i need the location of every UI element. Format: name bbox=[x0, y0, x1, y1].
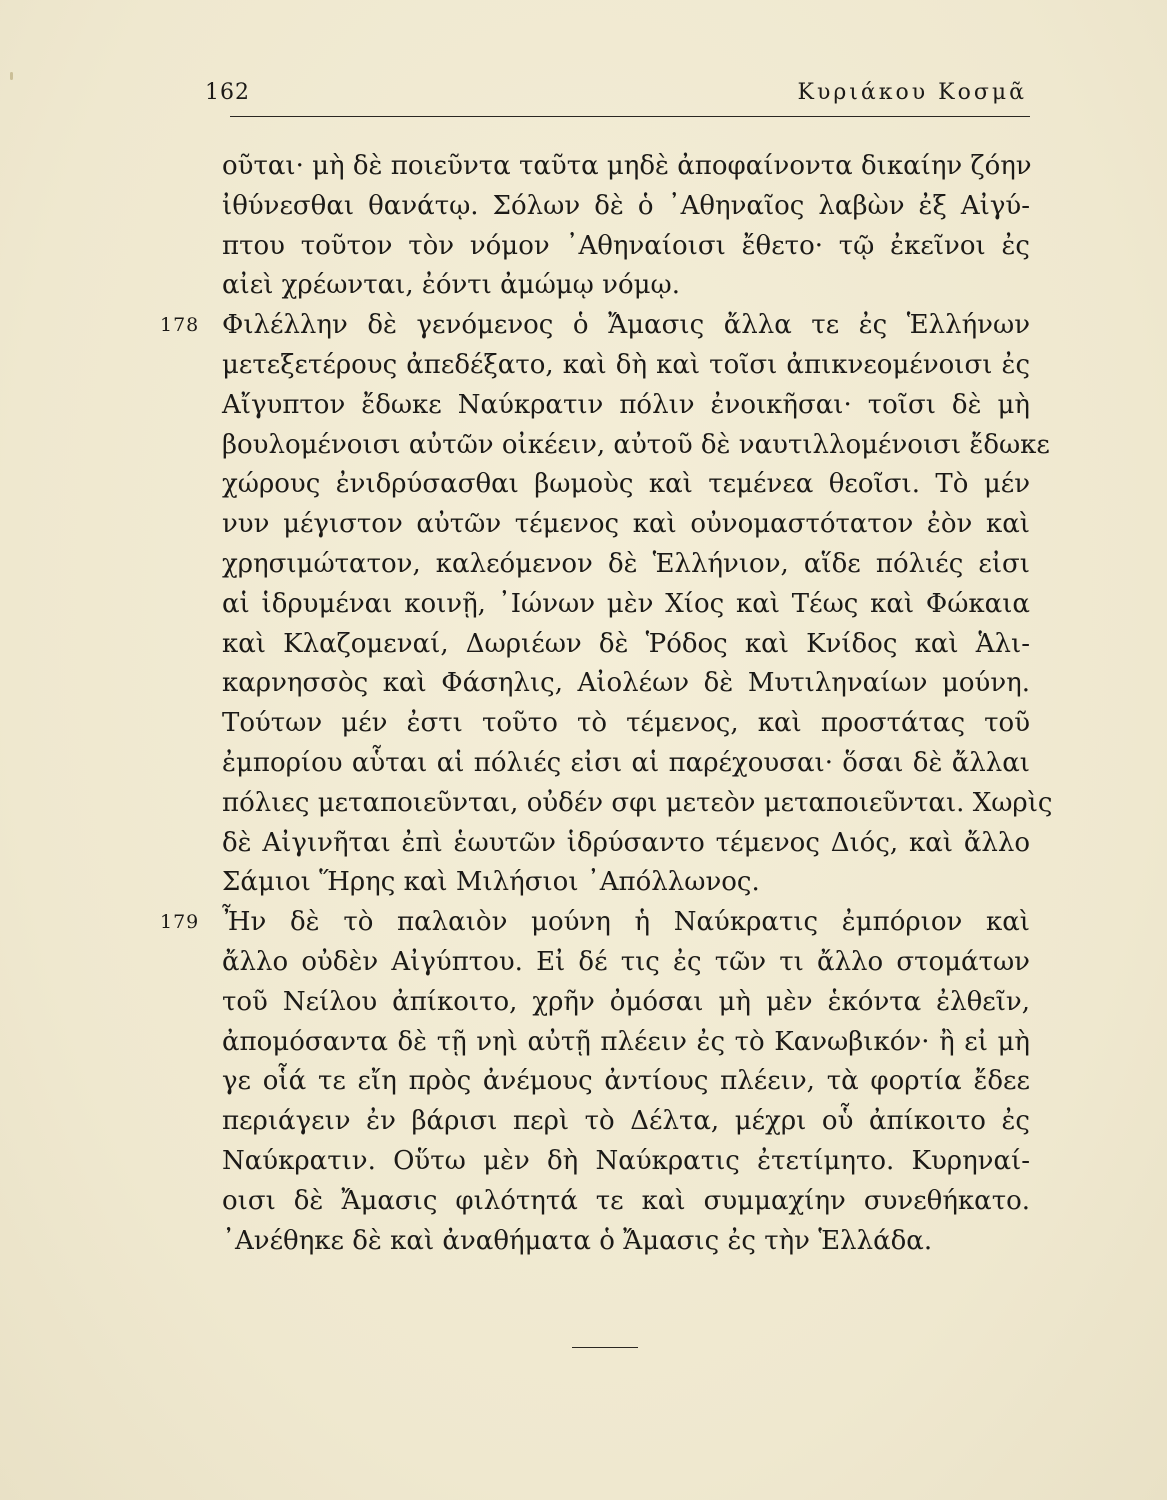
text-line bbox=[222, 744, 1030, 784]
line-text: οῦται· μὴ δὲ ποιεῦντα ταῦτα μηδὲ ἀποφαίνοντα δικαίην ζόην bbox=[222, 151, 1032, 181]
line-text: βουλομένοισι αὐτῶν οἰκέειν, αὐτοῦ δὲ ναυτιλλομένοισι ἔδωκε bbox=[222, 429, 1050, 460]
text-line bbox=[222, 1102, 1030, 1142]
line-text: χρησιμώτατον, καλεόμενον δὲ Ἑλλήνιον, αἵδε πόλιές εἰσι bbox=[222, 548, 1030, 579]
running-title: Κυριάκου Κοσμᾶ bbox=[797, 80, 1027, 105]
line-text: αἱ ἱδρυμέναι κοινῇ, ᾿Ιώνων μὲν Χίος καὶ Τέως καὶ Φώκαια bbox=[222, 588, 1030, 619]
line-text: ἰθύνεσθαι θανάτῳ. Σόλων δὲ ὁ ᾿Αθηναῖος λαβὼν ἐξ Αἰγύ- bbox=[222, 190, 1030, 221]
text-line bbox=[222, 147, 1030, 187]
text-line bbox=[222, 227, 1030, 267]
text-line bbox=[222, 1062, 1030, 1102]
text-line bbox=[222, 545, 1030, 585]
text-line bbox=[222, 625, 1030, 665]
margin-speck bbox=[10, 72, 13, 80]
text-line bbox=[222, 824, 1030, 864]
text-line bbox=[222, 346, 1030, 386]
text-line bbox=[160, 903, 1030, 943]
line-text: γε οἷά τε εἴη πρὸς ἀνέμους ἀντίους πλέειν, τὰ φορτία ἔδεε bbox=[222, 1066, 1030, 1097]
text-line bbox=[222, 465, 1030, 505]
line-text: καρνησσὸς καὶ Φάσηλις, Αἰολέων δὲ Μυτιληναίων μούνη. bbox=[222, 668, 1030, 699]
running-head bbox=[205, 80, 1029, 116]
text-line bbox=[160, 306, 1030, 346]
line-text: Ναύκρατιν. Οὕτω μὲν δὴ Ναύκρατις ἐτετίμητο. Κυρηναί- bbox=[222, 1145, 1030, 1176]
text-line bbox=[222, 1023, 1030, 1063]
line-text: δὲ Αἰγινῆται ἐπὶ ἑωυτῶν ἱδρύσαντο τέμενος Διός, καὶ ἄλλο bbox=[222, 827, 1030, 858]
line-text: νυν μέγιστον αὐτῶν τέμενος καὶ οὐνομαστότατον ἐὸν καὶ bbox=[222, 509, 1030, 540]
text-line bbox=[222, 1142, 1030, 1182]
line-text: χώρους ἐνιδρύσασθαι βωμοὺς καὶ τεμένεα θεοῖσι. Τὸ μέν bbox=[222, 469, 1030, 500]
line-text: ἄλλο οὐδὲν Αἰγύπτου. Εἰ δέ τις ἐς τῶν τι ἄλλο στομάτων bbox=[222, 946, 1030, 977]
text-line bbox=[222, 784, 1053, 824]
text-line bbox=[222, 943, 1030, 983]
line-text: ᾿Ανέθηκε δὲ καὶ ἀναθήματα ὁ Ἄμασις ἐς τὴν Ἑλλάδα. bbox=[222, 1225, 933, 1256]
chapter-number: 179 bbox=[160, 911, 200, 934]
line-text: πτου τοῦτον τὸν νόμον ᾿Αθηναίοισι ἔθετο· τῷ ἐκεῖνοι ἐς bbox=[222, 230, 1030, 261]
text-body bbox=[160, 147, 1053, 1261]
text-line bbox=[222, 983, 1030, 1023]
line-text: Ἦν δὲ τὸ παλαιὸν μούνη ἡ Ναύκρατις ἐμπόριον καὶ bbox=[222, 907, 1030, 938]
end-rule bbox=[572, 1347, 638, 1348]
line-text: Σάμιοι Ἥρης καὶ Μιλήσιοι ᾿Απόλλωνος. bbox=[222, 867, 760, 898]
line-text: Φιλέλλην δὲ γενόμενος ὁ Ἄμασις ἄλλα τε ἐς Ἑλλήνων bbox=[222, 310, 1030, 341]
line-text: περιάγειν ἐν βάρισι περὶ τὸ Δέλτα, μέχρι οὗ ἀπίκοιτο ἐς bbox=[222, 1106, 1030, 1137]
text-line bbox=[222, 187, 1030, 227]
line-text: Αἴγυπτον ἔδωκε Ναύκρατιν πόλιν ἐνοικῆσαι· τοῖσι δὲ μὴ bbox=[222, 389, 1030, 420]
text-line bbox=[222, 386, 1030, 426]
line-text: πόλιες μεταποιεῦνται, οὐδέν σφι μετεὸν μεταποιεῦνται. Χωρὶς bbox=[222, 787, 1053, 818]
text-line bbox=[222, 426, 1050, 466]
text-line bbox=[222, 266, 1030, 306]
line-text: μετεξετέρους ἀπεδέξατο, καὶ δὴ καὶ τοῖσι ἀπικνεομένοισι ἐς bbox=[222, 349, 1030, 380]
chapter-number: 178 bbox=[160, 314, 200, 337]
text-line bbox=[222, 863, 1030, 903]
text-line bbox=[222, 704, 1030, 744]
line-text: ἐμπορίου αὗται αἱ πόλιές εἰσι αἱ παρέχουσαι· ὅσαι δὲ ἄλλαι bbox=[222, 747, 1030, 778]
line-text: τοῦ Νείλου ἀπίκοιτο, χρῆν ὀμόσαι μὴ μὲν ἑκόντα ἐλθεῖν, bbox=[222, 986, 1030, 1017]
text-line bbox=[222, 585, 1030, 625]
page-number: 162 bbox=[205, 80, 250, 105]
line-text: ἀπομόσαντα δὲ τῇ νηὶ αὐτῇ πλέειν ἐς τὸ Κανωβικόν· ἢ εἰ μὴ bbox=[222, 1026, 1030, 1057]
line-text: αἰεὶ χρέωνται, ἐόντι ἀμώμῳ νόμῳ. bbox=[222, 270, 680, 301]
line-text: οισι δὲ Ἄμασις φιλότητά τε καὶ συμμαχίην συνεθήκατο. bbox=[222, 1185, 1030, 1216]
line-text: Τούτων μέν ἐστι τοῦτο τὸ τέμενος, καὶ προστάτας τοῦ bbox=[222, 708, 1030, 739]
header-rule bbox=[230, 116, 1030, 117]
text-line bbox=[222, 1222, 1030, 1262]
line-text: καὶ Κλαζομεναί, Δωριέων δὲ Ῥόδος καὶ Κνίδος καὶ Ἁλι- bbox=[222, 628, 1030, 659]
text-line bbox=[222, 505, 1030, 545]
text-line bbox=[222, 1182, 1030, 1222]
text-line bbox=[222, 664, 1030, 704]
